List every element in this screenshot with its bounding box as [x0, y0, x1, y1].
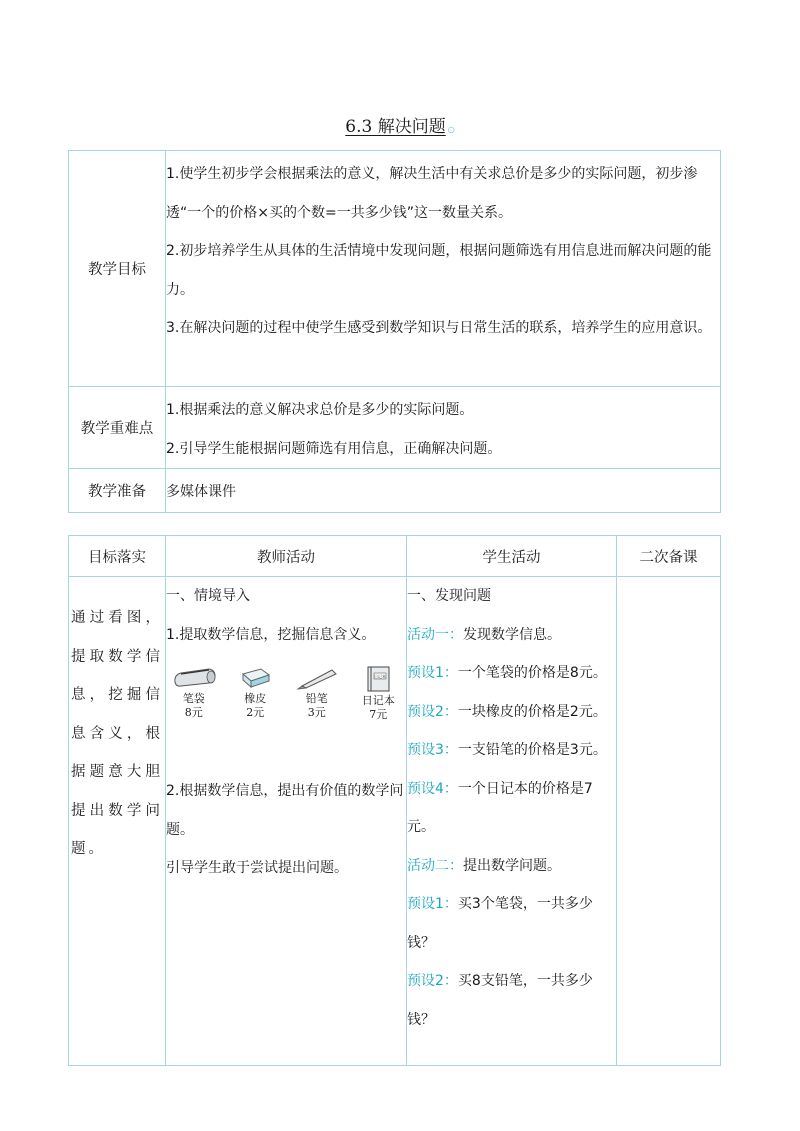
pencil-icon — [294, 666, 340, 690]
header-teacher: 教师活动 — [166, 536, 407, 577]
preparation-row — [69, 469, 721, 513]
question-1-text: 买3个笔袋，一共多少钱？ — [407, 896, 593, 951]
preset-3-text: 一支铅笔的价格是3元。 — [457, 742, 607, 758]
stationery-items — [166, 654, 404, 736]
question-1-label: 预设1： — [407, 896, 458, 912]
key-point-1: 1.根据乘法的意义解决求总价是多少的实际问题。 — [166, 402, 474, 418]
preset-1-label: 预设1： — [407, 665, 458, 681]
key-points-row — [69, 387, 721, 469]
question-1 — [407, 885, 614, 962]
teacher-cell — [166, 577, 407, 1066]
activity-2-text: 提出数学问题。 — [463, 857, 561, 874]
activity-2 — [407, 847, 614, 886]
stationery-item — [353, 666, 405, 722]
preset-4-text: 一个日记本的价格是7元。 — [407, 780, 593, 835]
stationery-item — [291, 666, 343, 722]
goal-1: 1.使学生初步学会根据乘法的意义，解决生活中有关求总价是多少的实际问题，初步渗透“一个的价格×买的个数=一共多少钱”这一数量关系。 — [166, 166, 698, 221]
stationery-item — [168, 666, 220, 722]
student-section-heading: 一、发现问题 — [407, 588, 491, 604]
target-cell: 通过看图，提取数学信息，挖掘信息含义，根据题意大胆提出数学问题。 — [69, 577, 166, 1066]
activity-1 — [407, 616, 614, 655]
student-cell — [407, 577, 617, 1066]
teacher-section-heading: 一、情境导入 — [166, 588, 250, 604]
item-name: 笔袋 — [182, 692, 205, 705]
activity-2-label: 活动二： — [407, 857, 463, 874]
item-name: 铅笔 — [305, 692, 328, 705]
question-2 — [407, 962, 614, 1039]
preset-2-text: 一块橡皮的价格是2元。 — [457, 703, 607, 720]
preset-3-label: 预设3： — [407, 742, 458, 758]
preset-2 — [407, 693, 614, 732]
teacher-guide: 引导学生敢于尝试提出问题。 — [166, 860, 348, 876]
preset-4-label: 预设4： — [407, 780, 458, 797]
preset-3 — [407, 731, 614, 770]
header-target: 目标落实 — [69, 536, 166, 577]
preparation-label: 教学准备 — [69, 469, 166, 513]
item-name: 橡皮 — [244, 692, 267, 705]
item-price: 3元 — [307, 706, 326, 719]
eraser-icon — [237, 666, 273, 690]
goal-3: 3.在解决问题的过程中使学生感受到数学知识与日常生活的联系，培养学生的应用意识。 — [166, 320, 712, 336]
teacher-step-2: 2.根据数学信息，提出有价值的数学问题。 — [166, 783, 404, 838]
goal-2: 2.初步培养学生从具体的生活情境中发现问题，根据问题筛选有用信息进而解决问题的能力。 — [166, 243, 712, 298]
preparation-value: 多媒体课件 — [166, 484, 236, 500]
question-2-label: 预设2： — [407, 973, 458, 989]
activity-table — [68, 535, 721, 1066]
notebook-cover-label: 日记本 — [374, 673, 387, 679]
notes-cell — [617, 577, 721, 1066]
preset-1-text: 一个笔袋的价格是8元。 — [457, 665, 607, 681]
item-price: 7元 — [369, 708, 388, 721]
header-student: 学生活动 — [407, 536, 617, 577]
activity-row — [69, 577, 721, 1066]
item-price: 8元 — [184, 706, 203, 719]
teacher-step-1: 1.提取数学信息，挖掘信息含义。 — [166, 626, 376, 643]
item-name: 日记本 — [361, 694, 395, 707]
activity-1-label: 活动一： — [407, 626, 463, 643]
stationery-item — [230, 666, 282, 722]
page-title: 6.3 解决问题 ○ — [345, 117, 455, 137]
preset-1 — [407, 654, 614, 693]
lesson-info-table — [68, 150, 721, 513]
key-points-label: 教学重难点 — [69, 387, 166, 469]
item-price: 2元 — [246, 706, 265, 719]
question-2-text: 买8支铅笔，一共多少钱？ — [407, 973, 593, 1028]
activity-1-text: 发现数学信息。 — [463, 626, 561, 643]
key-point-2: 2.引导学生能根据问题筛选有用信息，正确解决问题。 — [166, 440, 502, 457]
activity-header-row — [69, 536, 721, 577]
header-notes: 二次备课 — [617, 536, 721, 577]
goals-label: 教学目标 — [69, 151, 166, 387]
goals-row — [69, 151, 721, 387]
preset-4 — [407, 770, 614, 847]
pencil-case-icon — [171, 666, 217, 690]
notebook-icon — [363, 666, 393, 692]
preset-2-label: 预设2： — [407, 703, 458, 720]
